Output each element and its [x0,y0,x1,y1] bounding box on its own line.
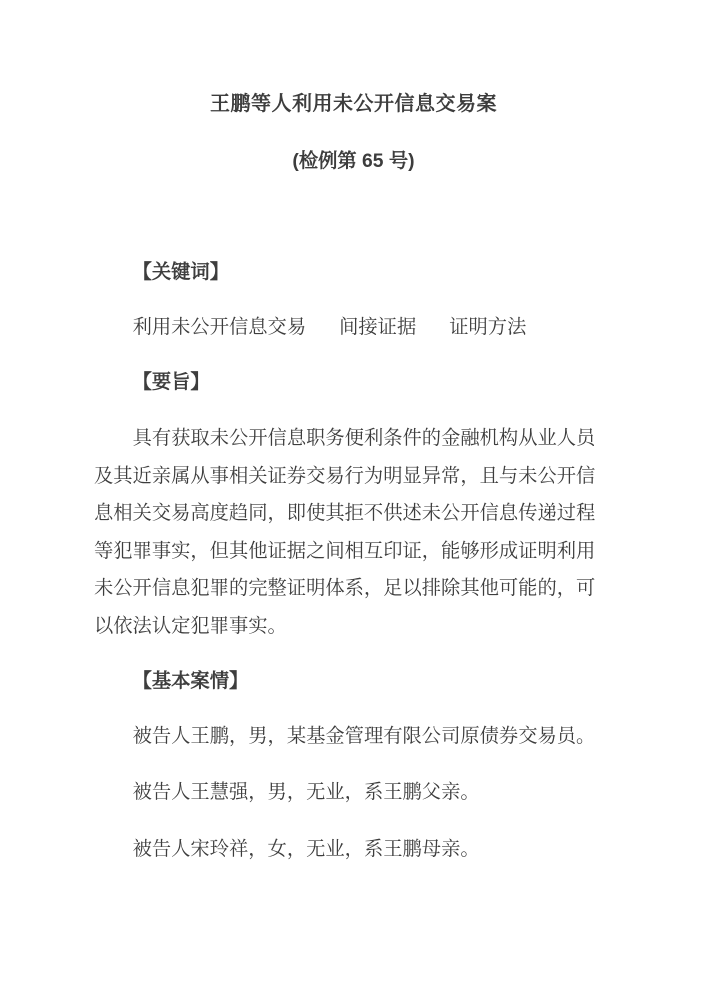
keyword-item: 证明方法 [449,317,527,338]
fact-paragraph: 被告人王鹏，男，某基金管理有限公司原债券交易员。 [132,726,596,747]
document-title: 王鹏等人利用未公开信息交易案 [210,93,497,115]
gist-heading: 【要旨】 [132,372,210,393]
keyword-item: 利用未公开信息交易 [132,317,307,338]
fact-paragraph: 被告人宋玲祥，女，无业，系王鹏母亲。 [132,839,480,860]
facts-heading: 【基本案情】 [132,671,249,692]
keywords-heading: 【关键词】 [132,262,229,283]
gist-paragraph: 具有获取未公开信息职务便利条件的金融机构从业人员及其近亲属从事相关证券交易行为明显异常，且与未公开信息相关交易高度趋同，即使其拒不供述未公开信息传递过程等犯罪事实，但其他证据之间相互印证，能够形成证明利用未公开信息犯罪的完整证明体系，足以排除其他可能的，可以依法认定犯罪事实。 [94,428,596,637]
case-number: (检例第 65 号) [292,151,415,172]
keywords-line [94,316,654,339]
keyword-item: 间接证据 [339,317,417,338]
fact-paragraph: 被告人王慧强，男，无业，系王鹏父亲。 [132,782,480,803]
